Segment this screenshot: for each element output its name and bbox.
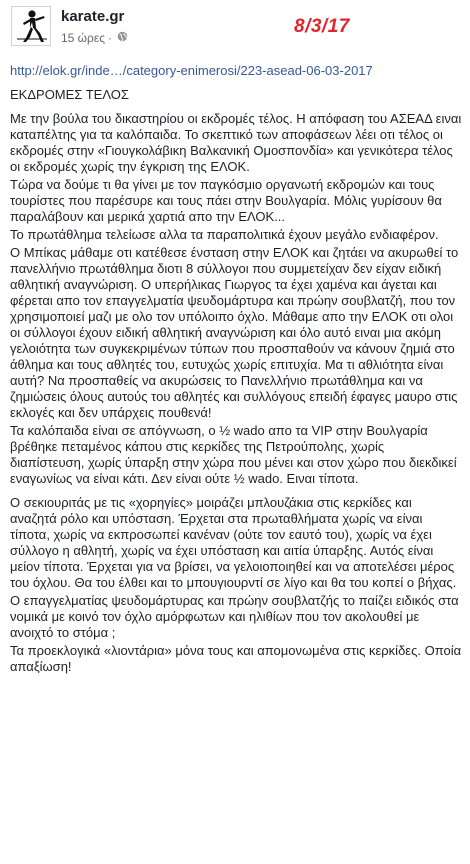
paragraph: Τα καλόπαιδα είναι σε απόγνωση, ο ½ wado απο τα VIP στην Βουλγαρία βρέθηκε πεταμένος κάπου στις κερκίδες της Πετρούπολης, χωρίς διαπίστευση, χωρίς ύπαρξη στην χώρα που μένει και στον χώρο που διεκδικεί εναγωνίως να είναι κάτι. Δεν είναι ούτε ½ wado. Ειναι τίποτα.	[10, 423, 457, 486]
post-body	[10, 63, 462, 677]
paragraph: Με την βούλα του δικαστηρίου οι εκδρομές τέλος. Η απόφαση του ΑΣΕΑΔ ειναι καταπέλτης για τα καλόπαιδα. Το σκεπτικό των αποφάσεων λέει οτι τέλος οι εκδρομές στην «Γιουγκολάβικη Βαλκανική Ομοσπονδία» και γενικότερα τέλος οι εκδρομές χωρίς την έγκριση της ΕΛΟΚ.	[10, 111, 462, 174]
post-timestamp[interactable]: 15 ώρες	[61, 31, 106, 45]
paragraph: Ο σεκιουριτάς με τις «χορηγίες» μοιράζει μπλουζάκια στις κερκίδες και αναζητά ρόλο και υπόσταση. Έρχεται στα πρωταθλήματα χωρίς να είναι τίποτα, χωρίς να εκπροσωπεί κανέναν (ούτε τον εαυτό του), χωρίς να έχει σύλλογο η αθλητή, χωρίς να έχει υπόσταση και αιτία ύπαρξης. Αυτός είναι μείον τίποτα. Έρχεται για να βρίσει, να γελοιοποιηθεί και να αποτελέσει μέρος του όχλου. Θα του έλθει και το μπουγιουρντί σε λίγο και θα του κοπεί ο βήχας.	[10, 495, 457, 590]
meta-separator: ·	[108, 31, 113, 45]
paragraph: Το πρωτάθλημα τελείωσε αλλα τα παραπολιτικά έχουν μεγάλο ενδιαφέρον.	[10, 227, 439, 242]
paragraph: Ο επαγγελματίας ψευδομάρτυρας και πρώην σουβλατζής το παίζει ειδικός στα νομικά με κοινό τον όχλο αμόρφωτων και ηλιθίων που τον ακολουθεί με ανοιχτό το στόμα ;	[10, 593, 459, 640]
post-header	[0, 0, 470, 56]
page-avatar[interactable]	[11, 6, 51, 46]
globe-icon[interactable]	[117, 31, 128, 45]
paragraph: Τα προεκλογικά «λιοντάρια» μόνα τους και απομονωμένα στις κερκίδες. Οποία απαξίωση!	[10, 643, 462, 674]
post-title: ΕΚΔΡΟΜΕΣ ΤΕΛΟΣ	[10, 87, 129, 102]
paragraph: Ο Μπίκας μάθαμε οτι κατέθεσε ένσταση στην ΕΛΟΚ και ζητάει να ακυρωθεί το πανελλήνιο πρωτάθλημα διοτι 8 σύλλογοι που συμμετείχαν δεν είχαν ειδική αθλητική αναγνώριση. Ο υπερήλικας Γιωργος τα έχει χαμένα και άγεται και φέρεται απο τον επαγγελματία ψευδομάρτυρα και πρώην σουβλατζή, που τον χρησιμοποιεί μαζι με ολο τον υπόλοιπο όχλο. Μάθαμε απο την ΕΛΟΚ οτι ολοι οι σύλλογοι έχουν ειδική αθλητική αναγνώριση και όλο αυτό ειναι μια ακόμη γελοιότητα των συγκεκριμένων τύπων που προσπαθούν να κάνουν ζημιά στο άθλημα και τους αθλητές του, ευτυχώς χωρίς επιτυχία. Μα τι αθλιότητα είναι αυτή? Να προσπαθείς να ακυρώσεις το Πανελλήνιο πρωτάθλημα και να ζημιώσεις όλους αυτούς του αθλητές και συλλόγους επειδή έφαγες μαυρο στις εκλογές και δεν υπάρχεις πουθενά!	[10, 245, 459, 420]
page-name[interactable]: karate.gr	[61, 8, 125, 25]
karate-fighter-logo	[13, 8, 49, 44]
article-link[interactable]: http://elok.gr/inde…/category-enimerosi/223-asead-06-03-2017	[10, 63, 373, 78]
paragraph: Τώρα να δούμε τι θα γίνει με τον παγκόσμιο οργανωτή εκδρομών και τους τουρίστες που παρέσυρε και τους πάει στην Βουλγαρία. Μόλις γυρίσουν θα παραλάβουν και μερικά χαρτιά απο την ΕΛΟΚ...	[10, 177, 442, 224]
post-meta	[61, 31, 128, 45]
date-stamp: 8/3/17	[294, 16, 350, 37]
